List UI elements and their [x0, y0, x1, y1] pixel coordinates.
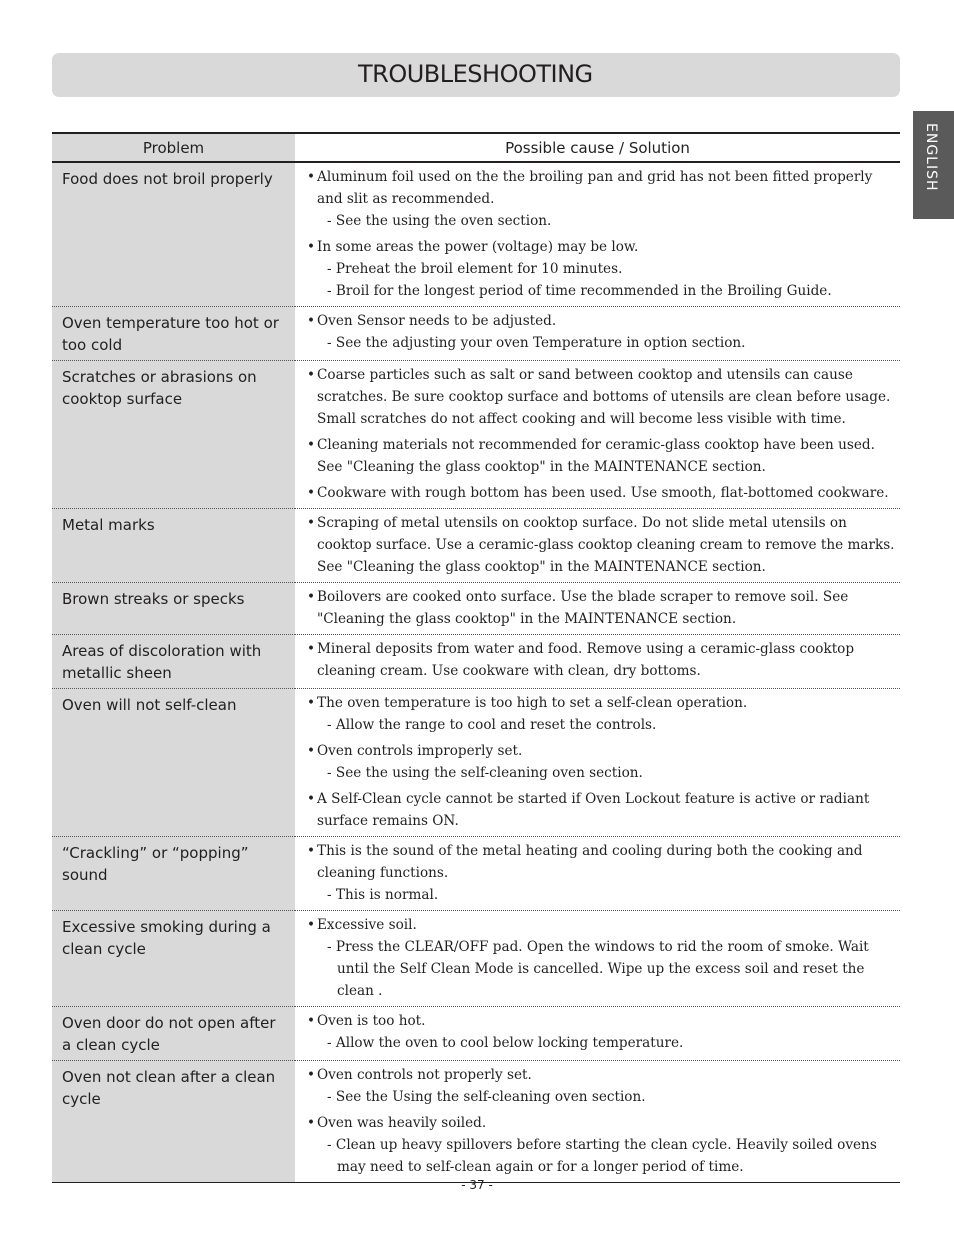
bullet-icon: • [307, 641, 316, 657]
cause-text: Cleaning materials not recommended for ceramic-glass cooktop have been used. See "Cleaning the glass cooktop" in the MAINTENANCE section. [317, 437, 875, 475]
solution-cell [295, 837, 900, 911]
solution-cell [295, 689, 900, 837]
language-tab [913, 111, 954, 219]
cause-text: The oven temperature is too high to set a self-clean operation. [317, 695, 748, 711]
bullet-icon: • [307, 515, 316, 531]
solution-step [327, 762, 896, 784]
cause-text: Scraping of metal utensils on cooktop surface. Do not slide metal utensils on cooktop surface. Use a ceramic-glass cooktop cleaning cream to remove the marks. See "Cleaning the glass cooktop" in the MAINTENANCE section. [317, 515, 895, 575]
bullet-icon: • [307, 589, 316, 605]
bullet-icon: • [307, 485, 316, 501]
dash-icon: - [327, 261, 336, 277]
cause-item [303, 166, 896, 232]
table-row [52, 361, 900, 509]
problem-cell: Food does not broil properly [52, 162, 295, 307]
bullet-icon: • [307, 1013, 316, 1029]
cause-text: Mineral deposits from water and food. Remove using a ceramic-glass cooktop cleaning cream. Use cookware with clean, dry bottoms. [317, 641, 855, 679]
cause-item [303, 1112, 896, 1178]
title-bar [52, 53, 900, 97]
solution-step-text: Broil for the longest period of time recommended in the Broiling Guide. [335, 283, 832, 299]
solution-step [327, 1134, 896, 1178]
problem-column-header: Problem [52, 133, 295, 162]
cause-item [303, 434, 896, 478]
table-row [52, 509, 900, 583]
solution-cell [295, 583, 900, 635]
cause-text: Oven controls improperly set. [317, 743, 523, 759]
table-row [52, 635, 900, 689]
cause-text: Oven controls not properly set. [317, 1067, 532, 1083]
bullet-icon: • [307, 313, 316, 329]
cause-text: Cookware with rough bottom has been used. Use smooth, flat-bottomed cookware. [317, 485, 889, 501]
dash-icon: - [327, 1035, 336, 1051]
cause-item [303, 1010, 896, 1054]
cause-item [303, 638, 896, 682]
cause-item [303, 310, 896, 354]
solution-step-text: Clean up heavy spillovers before starting the clean cycle. Heavily soiled ovens may need to self-clean again or for a longer period of time. [335, 1137, 877, 1175]
problem-cell: Areas of discoloration with metallic sheen [52, 635, 295, 689]
solution-cell [295, 635, 900, 689]
cause-text: This is the sound of the metal heating and cooling during both the cooking and cleaning functions. [317, 843, 863, 881]
solution-step-text: Press the CLEAR/OFF pad. Open the windows to rid the room of smoke. Wait until the Self Clean Mode is cancelled. Wipe up the excess soil and reset the clean . [335, 939, 869, 999]
cause-item [303, 236, 896, 302]
problem-cell: Oven door do not open after a clean cycle [52, 1007, 295, 1061]
cause-text: Oven is too hot. [317, 1013, 426, 1029]
cause-text: In some areas the power (voltage) may be low. [317, 239, 639, 255]
page-title: TROUBLESHOOTING [358, 60, 593, 88]
problem-cell: Scratches or abrasions on cooktop surface [52, 361, 295, 509]
solution-step-text: See the using the self-cleaning oven section. [335, 765, 643, 781]
problem-cell: Oven temperature too hot or too cold [52, 307, 295, 361]
solution-step-text: Preheat the broil element for 10 minutes. [335, 261, 623, 277]
cause-item [303, 482, 896, 504]
troubleshooting-table [52, 132, 900, 1183]
table-row [52, 689, 900, 837]
cause-text: Boilovers are cooked onto surface. Use the blade scraper to remove soil. See "Cleaning the glass cooktop" in the MAINTENANCE section. [317, 589, 849, 627]
cause-item [303, 740, 896, 784]
page-number: - 37 - [461, 1178, 493, 1192]
cause-item [303, 586, 896, 630]
bullet-icon: • [307, 169, 316, 185]
dash-icon: - [327, 1137, 336, 1153]
solution-step [327, 332, 896, 354]
cause-text: Coarse particles such as salt or sand between cooktop and utensils can cause scratches. Be sure cooktop surface and bottoms of utensils are clean before usage. Small scratches do not affect cooking and will become less visible with time. [317, 367, 891, 427]
table-row [52, 837, 900, 911]
bullet-icon: • [307, 239, 316, 255]
solution-step [327, 884, 896, 906]
table-body [52, 162, 900, 1183]
solution-step-text: Allow the range to cool and reset the controls. [335, 717, 657, 733]
dash-icon: - [327, 887, 336, 903]
solution-column-header: Possible cause / Solution [295, 133, 900, 162]
bullet-icon: • [307, 1067, 316, 1083]
solution-step-text: See the Using the self-cleaning oven section. [335, 1089, 646, 1105]
bullet-icon: • [307, 743, 316, 759]
cause-text: Oven was heavily soiled. [317, 1115, 487, 1131]
problem-cell: “Crackling” or “popping” sound [52, 837, 295, 911]
cause-item [303, 364, 896, 430]
bullet-icon: • [307, 1115, 316, 1131]
cause-item [303, 914, 896, 1002]
table-row [52, 307, 900, 361]
bullet-icon: • [307, 695, 316, 711]
table-header-row [52, 133, 900, 162]
solution-step-text: This is normal. [335, 887, 439, 903]
problem-cell: Oven not clean after a clean cycle [52, 1061, 295, 1183]
solution-step [327, 210, 896, 232]
solution-step [327, 280, 896, 302]
bullet-icon: • [307, 437, 316, 453]
dash-icon: - [327, 213, 336, 229]
dash-icon: - [327, 283, 336, 299]
solution-cell [295, 1061, 900, 1183]
solution-cell [295, 509, 900, 583]
dash-icon: - [327, 939, 336, 955]
problem-cell: Brown streaks or specks [52, 583, 295, 635]
table-row [52, 911, 900, 1007]
cause-item [303, 788, 896, 832]
dash-icon: - [327, 1089, 336, 1105]
solution-cell [295, 911, 900, 1007]
solution-cell [295, 1007, 900, 1061]
table-row [52, 583, 900, 635]
cause-item [303, 840, 896, 906]
language-tab-label: ENGLISH [923, 123, 939, 192]
dash-icon: - [327, 335, 336, 351]
cause-text: A Self-Clean cycle cannot be started if Oven Lockout feature is active or radiant surface remains ON. [317, 791, 870, 829]
bullet-icon: • [307, 791, 316, 807]
solution-step-text: See the adjusting your oven Temperature in option section. [335, 335, 746, 351]
cause-item [303, 512, 896, 578]
bullet-icon: • [307, 843, 316, 859]
dash-icon: - [327, 717, 336, 733]
cause-text: Excessive soil. [317, 917, 417, 933]
solution-step [327, 714, 896, 736]
problem-cell: Oven will not self-clean [52, 689, 295, 837]
cause-text: Aluminum foil used on the the broiling pan and grid has not been fitted properly and slit as recommended. [317, 169, 873, 207]
dash-icon: - [327, 765, 336, 781]
problem-cell: Metal marks [52, 509, 295, 583]
bullet-icon: • [307, 367, 316, 383]
solution-step [327, 258, 896, 280]
bullet-icon: • [307, 917, 316, 933]
solution-cell [295, 162, 900, 307]
solution-step-text: See the using the oven section. [335, 213, 552, 229]
solution-step [327, 1032, 896, 1054]
solution-step-text: Allow the oven to cool below locking temperature. [335, 1035, 684, 1051]
table-row [52, 1007, 900, 1061]
table-row [52, 162, 900, 307]
cause-item [303, 692, 896, 736]
problem-cell: Excessive smoking during a clean cycle [52, 911, 295, 1007]
table-row [52, 1061, 900, 1183]
solution-step [327, 936, 896, 1002]
solution-step [327, 1086, 896, 1108]
cause-item [303, 1064, 896, 1108]
cause-text: Oven Sensor needs to be adjusted. [317, 313, 557, 329]
solution-cell [295, 307, 900, 361]
solution-cell [295, 361, 900, 509]
